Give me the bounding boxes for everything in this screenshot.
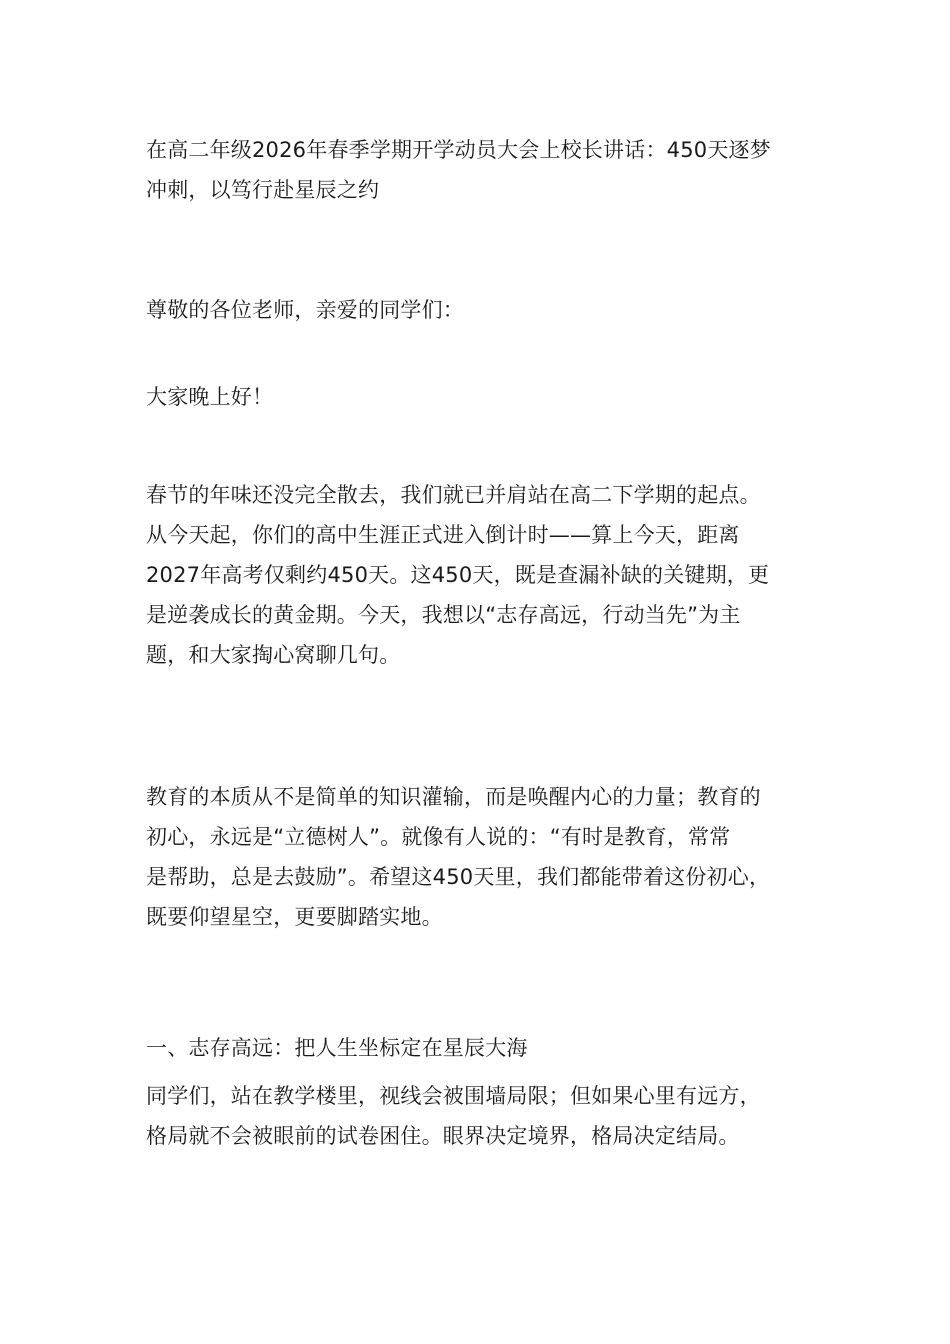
greeting: 大家晚上好！ bbox=[146, 385, 274, 409]
salutation: 尊敬的各位老师，亲爱的同学们： bbox=[146, 298, 464, 322]
section-heading: 一、志存高远：把人生坐标定在星辰大海 bbox=[146, 1036, 528, 1060]
paragraph: 教育的本质从不是简单的知识灌输，而是唤醒内心的力量；教育的 初心，永远是“立德树人”。就像有人说的：“有时是教育，常常 是帮助，总是去鼓励”。希望这450天里，我们都能带着这份初心， 既要仰望星空，更要脚踏实地。 bbox=[146, 785, 771, 929]
speech-title: 在高二年级2026年春季学期开学动员大会上校长讲话：450天逐梦 冲刺，以笃行赴星辰之约 bbox=[146, 138, 771, 202]
paragraph: 同学们，站在教学楼里，视线会被围墙局限；但如果心里有远方， 格局就不会被眼前的试卷困住。眼界决定境界，格局决定结局。 bbox=[146, 1084, 761, 1148]
paragraph: 春节的年味还没完全散去，我们就已并肩站在高二下学期的起点。 从今天起，你们的高中生涯正式进入倒计时——算上今天，距离 2027年高考仅剩约450天。这450天，既是查漏补缺的关键期，更 是逆袭成长的黄金期。今天，我想以“志存高远，行动当先”为主 题，和大家掏心窝聊几句。 bbox=[146, 483, 770, 667]
